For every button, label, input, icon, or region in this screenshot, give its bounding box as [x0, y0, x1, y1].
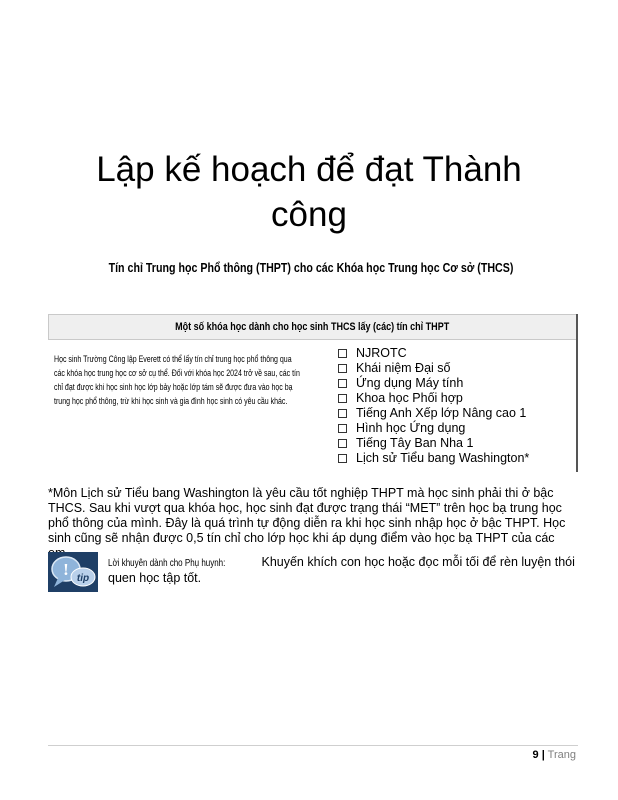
course-name: Tiếng Tây Ban Nha 1: [356, 436, 474, 450]
checkbox-bullet-icon: [338, 409, 347, 418]
course-name: Tiếng Anh Xếp lớp Nâng cao 1: [356, 406, 527, 420]
course-name: Khái niệm Đại số: [356, 361, 451, 375]
course-item: [338, 346, 529, 361]
table-border: [576, 314, 578, 472]
table-description: [54, 352, 304, 408]
checkbox-bullet-icon: [338, 394, 347, 403]
footer-separator: |: [541, 749, 545, 761]
page-subtitle: Tín chỉ Trung học Phổ thông (THPT) cho các Khóa học Trung học Cơ sở (THCS): [108, 260, 514, 275]
checkbox-bullet-icon: [338, 424, 347, 433]
checkbox-bullet-icon: [338, 439, 347, 448]
checkbox-bullet-icon: [338, 364, 347, 373]
tip-label: Lời khuyên dành cho Phụ huynh:: [108, 558, 226, 569]
course-item: [338, 391, 529, 406]
tip-text: [108, 555, 578, 586]
checkbox-bullet-icon: [338, 349, 347, 358]
tip-body: Khuyến khích con học hoặc đọc mỗi tối để rèn luyện thói quen học tập tốt.: [108, 555, 575, 585]
table-header: [48, 314, 578, 340]
footer-divider: [48, 745, 578, 746]
course-item: [338, 406, 529, 421]
course-name: Khoa học Phối hợp: [356, 391, 463, 405]
page-footer: [533, 749, 576, 761]
footnote: *Môn Lịch sử Tiểu bang Washington là yêu cầu tốt nghiệp THPT mà học sinh phải thi ở bậc THCS. Sau khi vượt qua khóa học, học sinh đạt được trạng thái “MET” trên học bạ trung học phổ thông của mình. Đây là quá trình tự động diễn ra khi học sinh nhập học ở bậc THPT. Học sinh cũng sẽ nhận được 0,5 tín chỉ cho lớp học khi áp dụng điểm vào học bạ THPT của các: [48, 486, 566, 545]
course-name: Lịch sử Tiểu bang Washington*: [356, 451, 530, 465]
course-item: [338, 421, 529, 436]
course-name: Hình học Ứng dụng: [356, 421, 466, 435]
checkbox-bullet-icon: [338, 379, 347, 388]
course-item: [338, 451, 529, 466]
page-label: Trang: [547, 749, 576, 761]
page-number: 9: [532, 749, 539, 761]
course-table: [48, 314, 578, 472]
course-list: [338, 346, 529, 466]
table-header-text: Một số khóa học dành cho học sinh THCS lấy (các) tín chỉ THPT: [175, 321, 450, 333]
svg-text:!: !: [63, 560, 69, 579]
tip-icon: [48, 552, 98, 592]
course-name: NJROTC: [356, 346, 407, 360]
course-item: [338, 376, 529, 391]
page-title: Lập kế hoạch để đạt Thành công: [96, 150, 522, 234]
course-name: Ứng dụng Máy tính: [356, 376, 464, 390]
course-item: [338, 436, 529, 451]
tip-icon-label: tip: [76, 573, 90, 584]
checkbox-bullet-icon: [338, 454, 347, 463]
table-description-text: Học sinh Trường Công lập Everett có thể lấy tín chỉ trung học phổ thông qua các khóa học trung học cơ sở cụ thể. Đối với khóa học 2024 trở về sau, các tín chỉ đạt được khi học sinh học lớp bảy hoặc lớp tám sẽ được đưa vào học bạ trung học phổ thông, trừ khi học sinh và gia đình học sinh có yêu cầu khác.: [54, 354, 300, 406]
course-item: [338, 361, 529, 376]
